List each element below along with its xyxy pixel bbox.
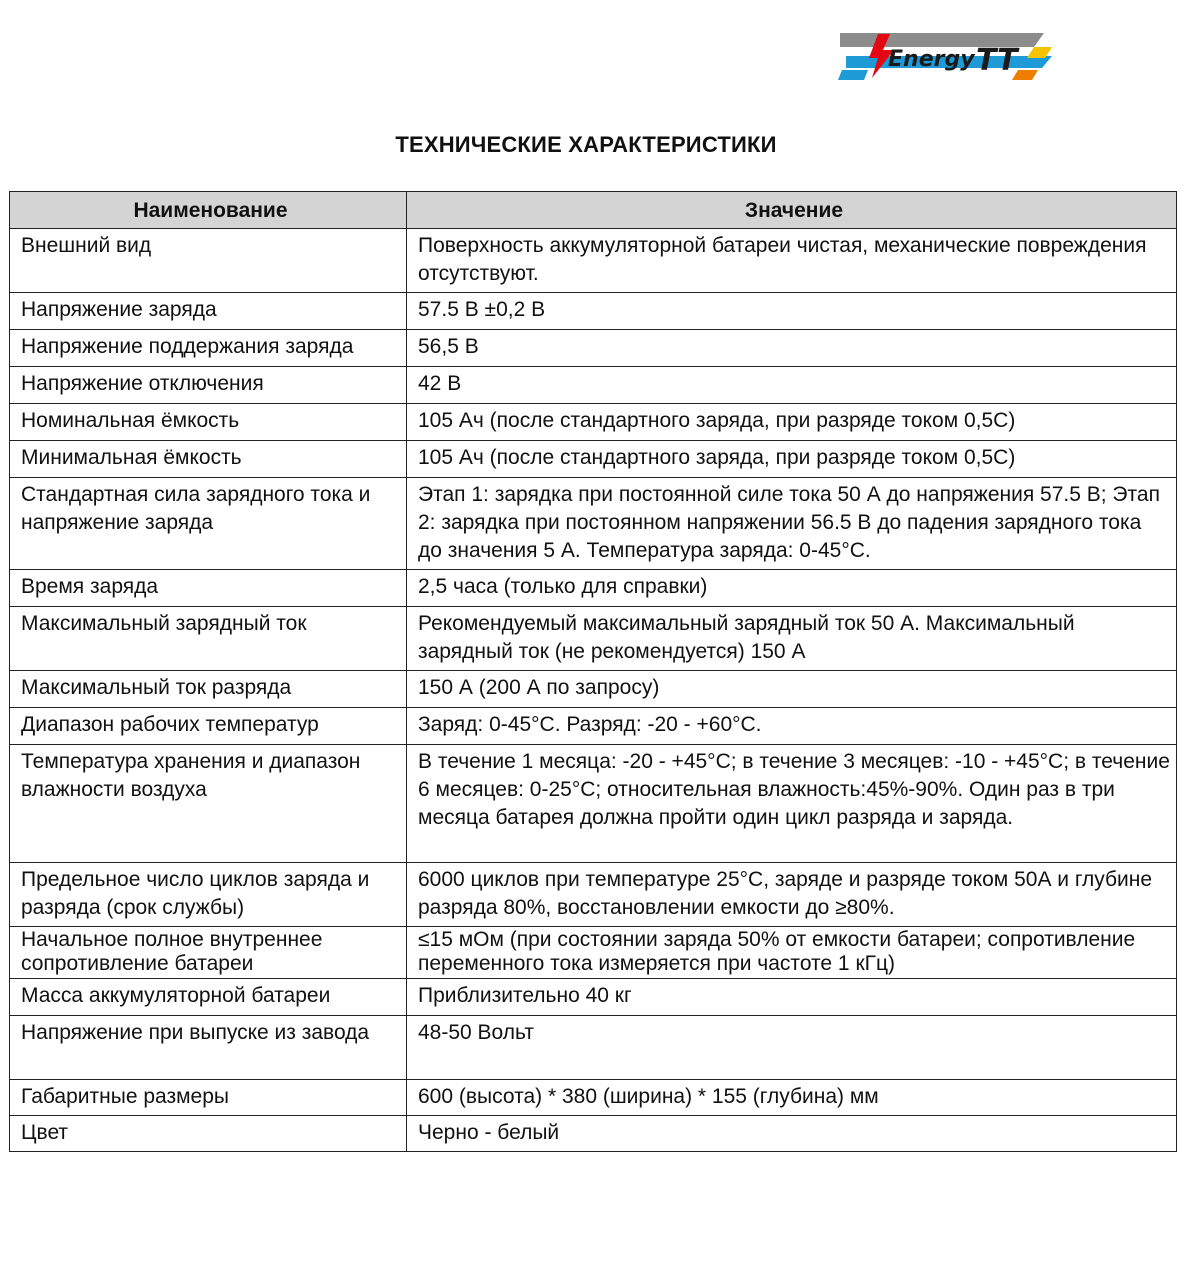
row-value: 105 Ач (после стандартного заряда, при разряде током 0,5С) [407,441,1177,478]
row-name: Предельное число циклов заряда и разряда (срок службы) [10,863,407,927]
row-value: Поверхность аккумуляторной батареи чистая, механические повреждения отсутствуют. [407,229,1177,293]
row-value: 42 В [407,367,1177,404]
energytt-logo-graphic [838,28,1060,84]
row-name: Стандартная сила зарядного тока и напряжение заряда [10,478,407,570]
table-row [10,1016,1177,1080]
row-name: Внешний вид [10,229,407,293]
row-value: 600 (высота) * 380 (ширина) * 155 (глубина) мм [407,1080,1177,1116]
row-name: Напряжение при выпуске из завода [10,1016,407,1080]
table-row [10,979,1177,1016]
row-name: Время заряда [10,570,407,607]
page-title: ТЕХНИЧЕСКИЕ ХАРАКТЕРИСТИКИ [395,132,777,157]
row-name: Напряжение заряда [10,293,407,330]
row-value: Этап 1: зарядка при постоянной силе тока 50 А до напряжения 57.5 В; Этап 2: зарядка при постоянном напряжении 56.5 В до падения зарядного тока до значения 5 А. Температура заряда: 0-45°С. [407,478,1177,570]
row-name: Цвет [10,1116,407,1152]
row-value: 2,5 часа (только для справки) [407,570,1177,607]
spec-table [9,191,1177,1152]
table-row [10,927,1177,979]
row-name: Номинальная ёмкость [10,404,407,441]
table-row [10,1080,1177,1116]
table-header-row [10,192,1177,229]
row-name: Максимальный ток разряда [10,671,407,708]
table-row [10,607,1177,671]
table-row [10,229,1177,293]
row-name: Напряжение отключения [10,367,407,404]
table-row [10,570,1177,607]
table-row [10,745,1177,863]
row-value: ≤15 мОм (при состоянии заряда 50% от емкости батареи; сопротивление переменного тока измеряется при частоте 1 кГц) [407,927,1177,979]
table-row [10,708,1177,745]
row-value: Заряд: 0-45°С. Разряд: -20 - +60°С. [407,708,1177,745]
row-value: 105 Ач (после стандартного заряда, при разряде током 0,5С) [407,404,1177,441]
row-value: 56,5 В [407,330,1177,367]
row-value: 6000 циклов при температуре 25°С, заряде и разряде током 50А и глубине разряда 80%, восстановлении емкости до ≥80%. [407,863,1177,927]
table-row [10,330,1177,367]
row-value: 150 А (200 А по запросу) [407,671,1177,708]
table-row [10,478,1177,570]
table-row [10,863,1177,927]
row-value: Приблизительно 40 кг [407,979,1177,1016]
row-value: Черно - белый [407,1116,1177,1152]
row-name: Минимальная ёмкость [10,441,407,478]
row-name: Масса аккумуляторной батареи [10,979,407,1016]
row-name: Температура хранения и диапазон влажности воздуха [10,745,407,863]
table-row [10,441,1177,478]
header-value: Значение [407,192,1177,229]
row-name: Напряжение поддержания заряда [10,330,407,367]
row-name: Диапазон рабочих температур [10,708,407,745]
table-row [10,293,1177,330]
table-row [10,671,1177,708]
table-row [10,404,1177,441]
header-name: Наименование [10,192,407,229]
energytt-logo [838,28,1060,84]
row-name: Начальное полное внутреннее сопротивление батареи [10,927,407,979]
row-name: Габаритные размеры [10,1080,407,1116]
row-value: 48-50 Вольт [407,1016,1177,1080]
row-value: Рекомендуемый максимальный зарядный ток 50 А. Максимальный зарядный ток (не рекомендуется) 150 А [407,607,1177,671]
row-value: 57.5 В ±0,2 В [407,293,1177,330]
table-row [10,367,1177,404]
row-value: В течение 1 месяца: -20 - +45°С; в течение 3 месяцев: -10 - +45°С; в течение 6 месяцев: 0-25°С; относительная влажность:45%-90%. Один раз в три месяца батарея должна пройти один цикл разряда и заряда. [407,745,1177,863]
logo-wordmark: Energy [888,47,975,72]
table-row [10,1116,1177,1152]
logo-blue-tail [838,70,868,80]
logo-suffix: TT [976,43,1018,78]
row-name: Максимальный зарядный ток [10,607,407,671]
